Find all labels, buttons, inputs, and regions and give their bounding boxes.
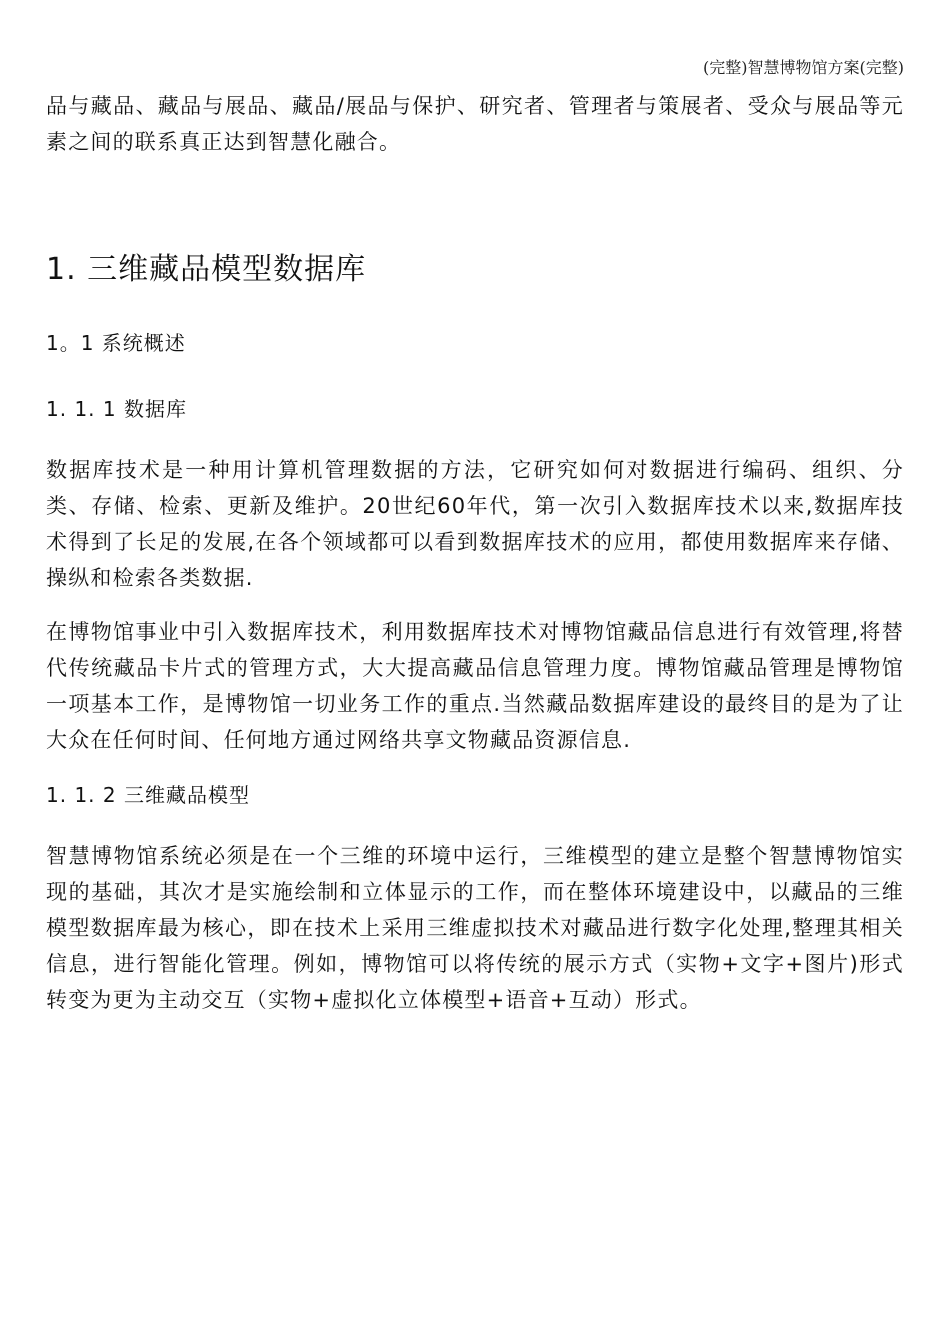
subsection-heading-1-1-2: 1. 1. 2 三维藏品模型 (46, 783, 250, 807)
spacer (46, 596, 904, 614)
subsection-heading-1-1: 1。1 系统概述 (46, 331, 186, 355)
spacer (46, 290, 904, 328)
subsection-heading-1-1-1: 1. 1. 1 数据库 (46, 397, 187, 421)
database-paragraph-1: 数据库技术是一种用计算机管理数据的方法，它研究如何对数据进行编码、组织、分类、存储、检索、更新及维护。20世纪60年代，第一次引入数据库技术以来,数据库技术得到了长足的发展,在各个领域都可以看到数据库技术的应用，都使用数据库来存储、操纵和检索各类数据. (46, 458, 904, 590)
section-heading-1: 1. 三维藏品模型数据库 (46, 252, 367, 287)
spacer (46, 758, 904, 780)
model-paragraph-1: 智慧博物馆系统必须是在一个三维的环境中运行，三维模型的建立是整个智慧博物馆实现的基础，其次才是实施绘制和立体显示的工作，而在整体环境建设中，以藏品的三维模型数据库最为核心，即在技术上采用三维虚拟技术对藏品进行数字化处理,整理其相关信息，进行智能化管理。例如，博物馆可以将传统的展示方式（实物+文字+图片)形式转变为更为主动交互（实物+虚拟化立体模型+语音+互动）形式。 (46, 844, 904, 1012)
running-header-title: (完整)智慧博物馆方案(完整) (703, 58, 904, 77)
spacer (46, 810, 904, 838)
spacer (46, 160, 904, 250)
spacer (46, 424, 904, 452)
database-paragraph-2: 在博物馆事业中引入数据库技术，利用数据库技术对博物馆藏品信息进行有效管理,将替代传统藏品卡片式的管理方式，大大提高藏品信息管理力度。博物馆藏品管理是博物馆一项基本工作，是博物馆一切业务工作的重点.当然藏品数据库建设的最终目的是为了让大众在任何时间、任何地方通过网络共享文物藏品资源信息. (46, 620, 904, 752)
intro-paragraph: 品与藏品、藏品与展品、藏品/展品与保护、研究者、管理者与策展者、受众与展品等元素之间的联系真正达到智慧化融合。 (46, 94, 904, 154)
document-body (46, 88, 904, 1018)
spacer (46, 358, 904, 394)
